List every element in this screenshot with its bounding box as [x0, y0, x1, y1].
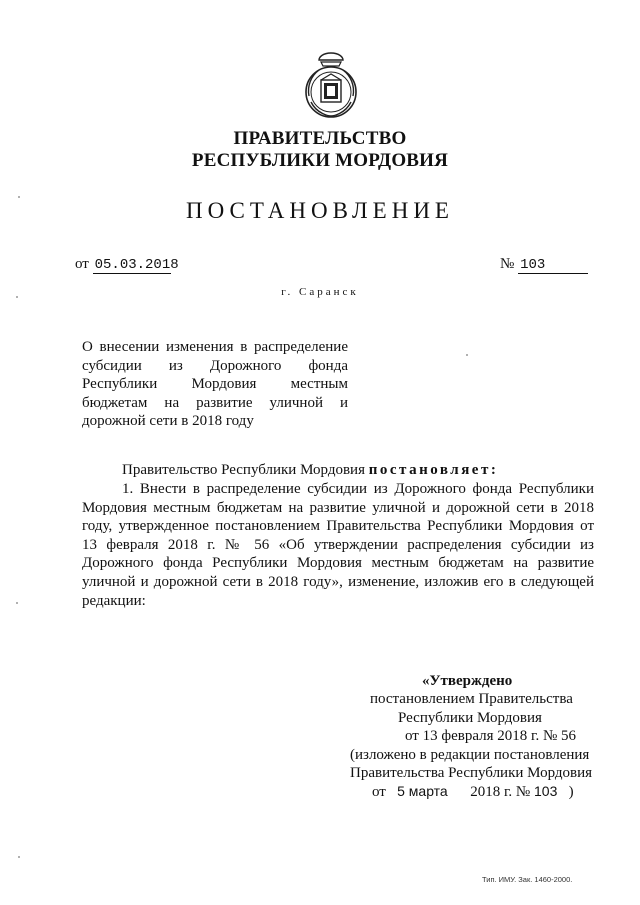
- approval-date-year: 2018 г. №: [470, 784, 531, 801]
- scan-speck: [16, 296, 18, 298]
- subject-line: Республики Мордовия местным: [82, 376, 348, 392]
- city-name: г. Саранск: [281, 286, 359, 298]
- number-prefix: №: [500, 256, 515, 272]
- approval-line: [330, 782, 600, 801]
- approval-line: Республики Мордовия: [398, 709, 542, 726]
- subject-line: дорожной сети в 2018 году: [82, 413, 254, 429]
- scan-speck: [18, 856, 20, 858]
- approval-line: (изложено в редакции постановления: [350, 746, 590, 763]
- approval-line: «Утверждено: [422, 673, 513, 689]
- paragraph-line: Дорожного фонда Республики Мордовия местным бюджетам на развитие: [82, 555, 594, 572]
- paragraph-line: редакции:: [82, 592, 146, 609]
- paragraph-line: 13 февраля 2018 г. № 56 «Об утверждении распределения субсидии из: [82, 536, 594, 553]
- paragraph-line: 1. Внести в распределение субсидии из Дорожного фонда Республики: [122, 481, 594, 497]
- subject-line: О внесении изменения в распределение: [82, 339, 348, 355]
- decree-date: [75, 256, 179, 274]
- approval-close-paren: ): [568, 784, 574, 801]
- decree-subject: [82, 338, 348, 431]
- document-type-title: ПОСТАНОВЛЕНИЕ: [186, 198, 454, 223]
- paragraph-line: уличной и дорожной сети в 2018 году», изменение, изложив его в следующей: [82, 573, 594, 590]
- preamble-decree-word: постановляет:: [368, 462, 499, 478]
- preamble-text: Правительство Республики Мордовия: [122, 462, 365, 478]
- subject-line: бюджетам на развитие уличной и: [82, 394, 348, 411]
- date-prefix: от: [75, 256, 89, 272]
- number-value: 103: [518, 258, 588, 274]
- approval-line: постановлением Правительства: [370, 691, 573, 708]
- government-title-line2: РЕСПУБЛИКИ МОРДОВИЯ: [191, 150, 449, 171]
- approval-line: от 13 февраля 2018 г. № 56: [405, 728, 577, 745]
- scan-speck: [18, 196, 20, 198]
- approval-line: Правительства Республики Мордовия: [350, 765, 593, 782]
- clause-1-paragraph: [82, 480, 594, 610]
- approval-number: 103: [534, 783, 558, 800]
- decree-number: [500, 256, 588, 274]
- approval-date-day: 5 марта: [397, 783, 448, 800]
- scan-speck: [16, 602, 18, 604]
- print-info: Тип. ИМУ. Зак. 1460-2000.: [482, 875, 573, 884]
- approval-stamp-block: [330, 672, 600, 802]
- government-title-line1: ПРАВИТЕЛЬСТВО: [233, 128, 407, 149]
- approval-from: от: [372, 784, 386, 801]
- coat-of-arms-icon: [299, 50, 363, 122]
- paragraph-line: году, утвержденное постановлением Правительства Республики Мордовия от: [82, 518, 594, 535]
- preamble-paragraph: [122, 461, 498, 479]
- subject-line: субсидии из Дорожного фонда: [82, 357, 348, 374]
- scan-speck: [466, 354, 468, 356]
- paragraph-line: Мордовия местным бюджетам на развитие уличной и дорожной сети в 2018: [82, 499, 594, 516]
- date-value: 05.03.2018: [94, 257, 179, 273]
